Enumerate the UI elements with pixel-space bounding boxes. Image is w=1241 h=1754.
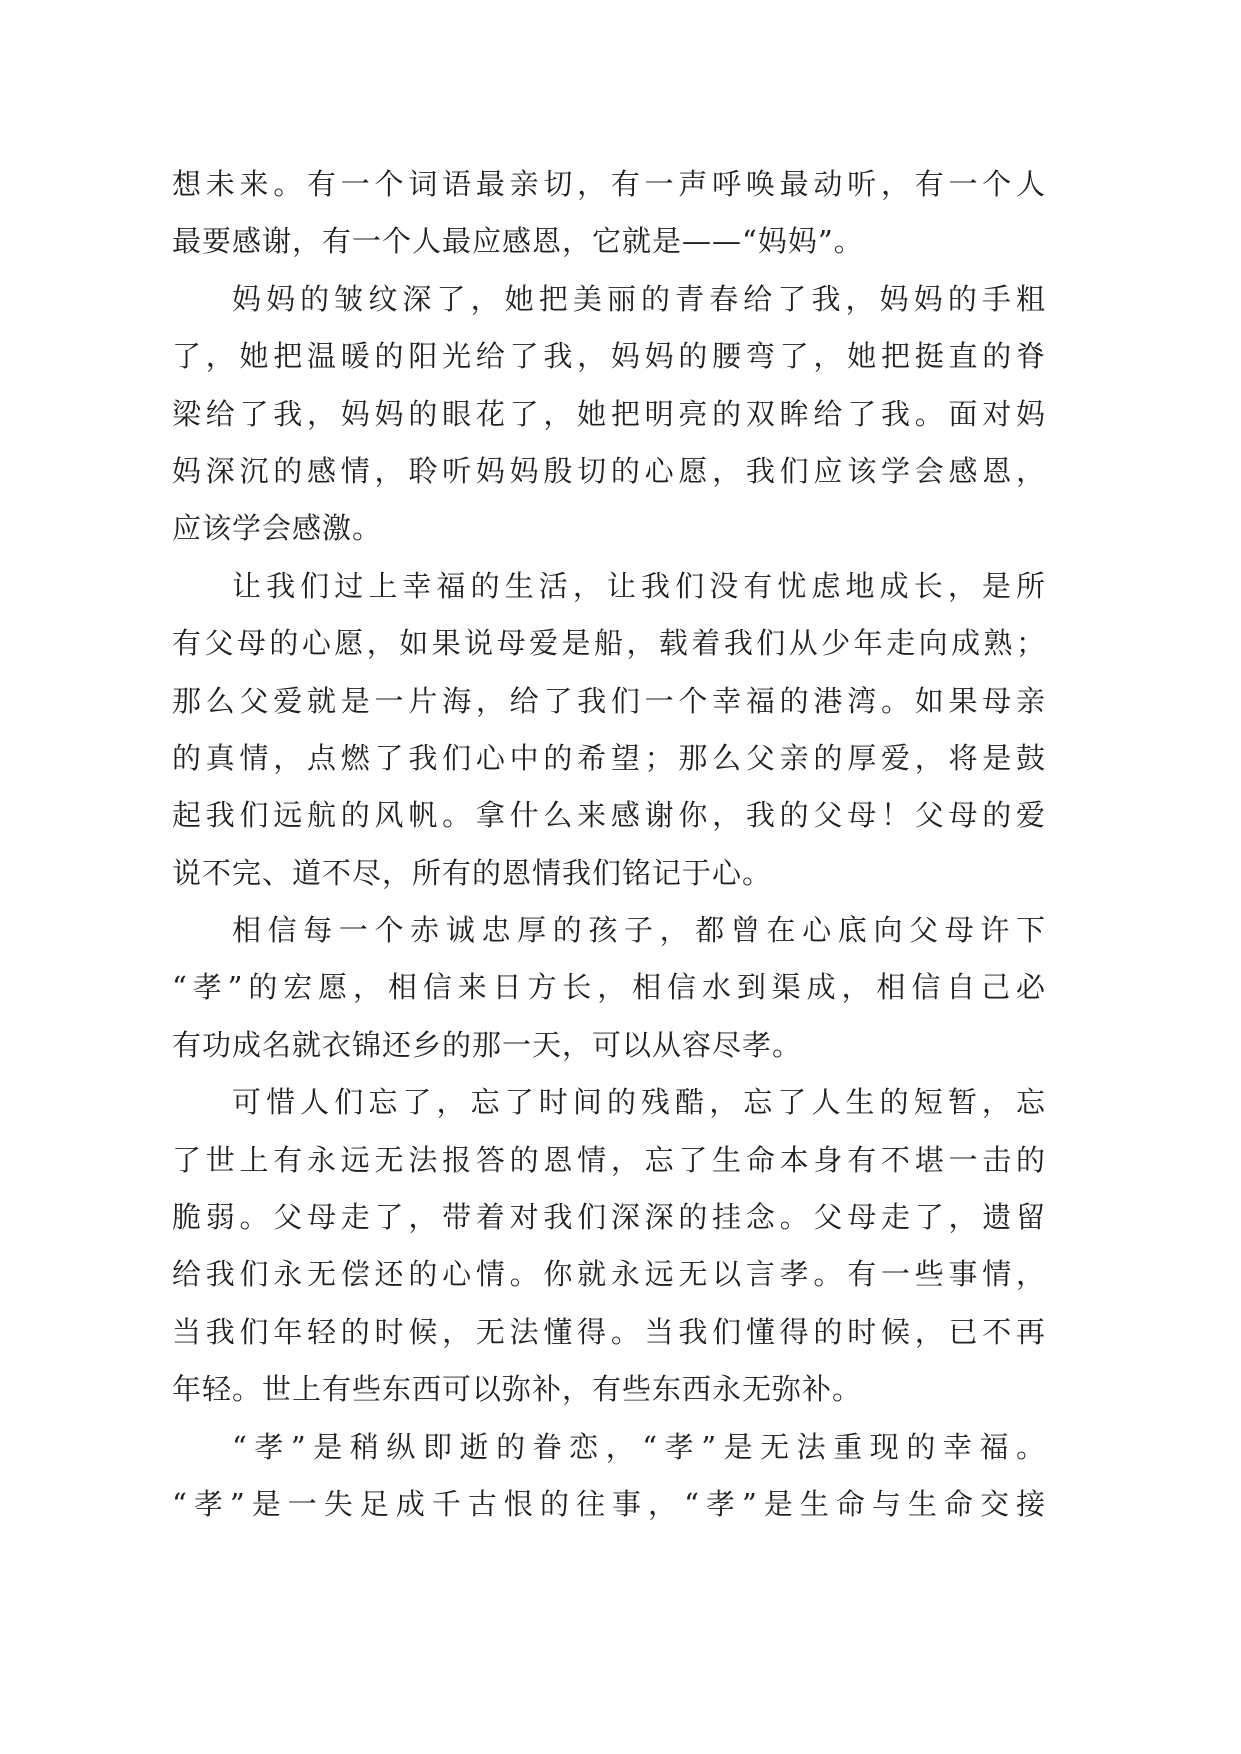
- text-line: 起我们远航的风帆。拿什么来感谢你，我的父母！父母的爱: [172, 798, 1045, 833]
- document-body: [172, 156, 1045, 1533]
- text-line: 那么父爱就是一片海，给了我们一个幸福的港湾。如果母亲: [172, 683, 1045, 718]
- text-line: 最要感谢，有一个人最应感恩，它就是——“妈妈”。: [172, 224, 864, 259]
- text-line: 了世上有永远无法报答的恩情，忘了生命本身有不堪一击的: [172, 1142, 1045, 1177]
- text-line: 妈深沉的感情，聆听妈妈殷切的心愿，我们应该学会感恩，: [172, 453, 1045, 488]
- text-line: “孝”是稍纵即逝的眷恋，“孝”是无法重现的幸福。: [232, 1429, 1045, 1464]
- text-line: 给我们永无偿还的心情。你就永远无以言孝。有一些事情，: [172, 1257, 1045, 1292]
- text-line: 想未来。有一个词语最亲切，有一声呼唤最动听，有一个人: [172, 167, 1045, 201]
- text-line: 梁给了我，妈妈的眼花了，她把明亮的双眸给了我。面对妈: [172, 396, 1045, 431]
- text-line: 的真情，点燃了我们心中的希望；那么父亲的厚爱，将是鼓: [172, 740, 1045, 775]
- paragraph: [172, 271, 1045, 558]
- paragraph: [172, 558, 1045, 902]
- text-line: 说不完、道不尽，所有的恩情我们铭记于心。: [172, 855, 773, 890]
- text-line: 了，她把温暖的阳光给了我，妈妈的腰弯了，她把挺直的脊: [172, 339, 1045, 374]
- paragraph: [172, 1074, 1045, 1418]
- text-line: 脆弱。父母走了，带着对我们深深的挂念。父母走了，遗留: [172, 1200, 1045, 1235]
- text-line: “孝”是一失足成千古恨的往事，“孝”是生命与生命交接: [172, 1486, 1045, 1521]
- paragraph: [172, 1419, 1045, 1534]
- text-line: 妈妈的皱纹深了，她把美丽的青春给了我，妈妈的手粗: [232, 281, 1045, 316]
- text-line: 可惜人们忘了，忘了时间的残酷，忘了人生的短暂，忘: [232, 1085, 1045, 1120]
- text-line: 有父母的心愿，如果说母爱是船，载着我们从少年走向成熟；: [172, 626, 1045, 661]
- text-line: 相信每一个赤诚忠厚的孩子，都曾在心底向父母许下: [232, 913, 1045, 948]
- text-line: 当我们年轻的时候，无法懂得。当我们懂得的时候，已不再: [172, 1314, 1045, 1349]
- text-line: 年轻。世上有些东西可以弥补，有些东西永无弥补。: [172, 1372, 863, 1407]
- text-line: 有功成名就衣锦还乡的那一天，可以从容尽孝。: [172, 1027, 803, 1062]
- text-line: 应该学会感激。: [172, 511, 383, 546]
- text-line: “孝”的宏愿，相信来日方长，相信水到渠成，相信自己必: [172, 970, 1045, 1005]
- paragraph: [172, 156, 1045, 271]
- paragraph: [172, 902, 1045, 1074]
- text-line: 让我们过上幸福的生活，让我们没有忧虑地成长，是所: [232, 568, 1045, 603]
